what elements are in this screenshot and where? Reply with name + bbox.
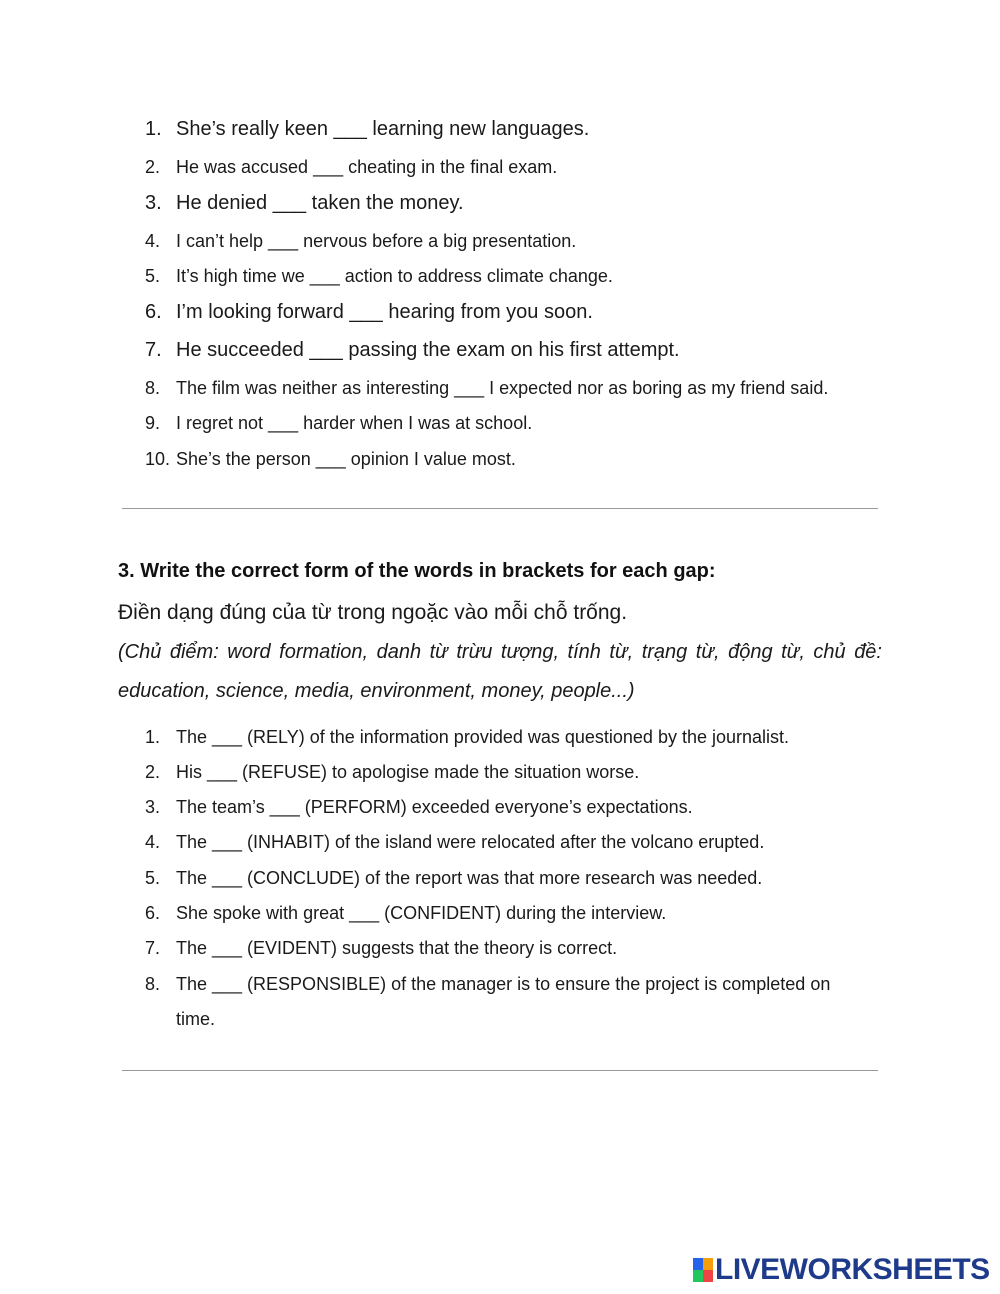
item-number: 3. [145,797,161,817]
logo-mark-icon [693,1258,713,1282]
item-number: 7. [145,339,162,361]
logo-square [703,1258,713,1270]
item-number: 7. [145,938,161,958]
item-number: 6. [145,903,161,923]
item-number: 3. [145,192,162,214]
section-subtitle: Điền dạng đúng của từ trong ngoặc vào mỗi chỗ trống. [118,601,628,624]
section-divider [122,1070,878,1071]
item-number: 4. [145,832,161,852]
section-heading: 3. Write the correct form of the words in brackets for each gap: [118,560,716,582]
item-number: 5. [145,868,161,888]
item-text: His ___ (REFUSE) to apologise made the situation worse. [176,762,640,782]
item-text: I regret not ___ harder when I was at school. [176,413,533,433]
item-text: The ___ (CONCLUDE) of the report was that more research was needed. [176,868,763,888]
item-number: 2. [145,762,161,782]
item-number: 5. [145,266,161,286]
item-number: 8. [145,974,161,994]
item-text: I can’t help ___ nervous before a big presentation. [176,231,577,251]
section-divider [122,508,878,509]
logo-square [703,1270,713,1282]
item-text: He denied ___ taken the money. [176,192,464,214]
item-text: The team’s ___ (PERFORM) exceeded everyone’s expectations. [176,797,693,817]
item-text: She spoke with great ___ (CONFIDENT) during the interview. [176,903,667,923]
item-text: He was accused ___ cheating in the final exam. [176,157,558,177]
logo-square [693,1258,703,1270]
item-text: The ___ (INHABIT) of the island were relocated after the volcano erupted. [176,832,765,852]
logo-square [693,1270,703,1282]
item-text: It’s high time we ___ action to address climate change. [176,266,613,286]
section-note-line-2: education, science, media, environment, money, people...) [118,680,635,702]
item-text: The ___ (RESPONSIBLE) of the manager is to ensure the project is completed on [176,974,831,994]
item-text: The film was neither as interesting ___ I expected nor as boring as my friend said. [176,378,829,398]
item-text: The ___ (RELY) of the information provided was questioned by the journalist. [176,727,790,747]
item-text: She’s really keen ___ learning new languages. [176,118,590,140]
item-number: 9. [145,413,161,433]
item-number: 4. [145,231,161,251]
logo-text: LIVEWORKSHEETS [715,1253,990,1286]
item-text: He succeeded ___ passing the exam on his first attempt. [176,339,680,361]
section-note-line-1: (Chủ điểm: word formation, danh từ trừu tượng, tính từ, trạng từ, động từ, chủ đề: [118,641,882,663]
item-number: 10. [145,449,171,469]
item-number: 1. [145,727,161,747]
item-number: 8. [145,378,161,398]
item-number: 6. [145,301,162,323]
item-text-continued: time. [176,1009,216,1029]
item-number: 2. [145,157,161,177]
item-text: The ___ (EVIDENT) suggests that the theory is correct. [176,938,618,958]
item-number: 1. [145,118,162,140]
item-text: I’m looking forward ___ hearing from you soon. [176,301,593,323]
item-text: She’s the person ___ opinion I value most. [176,449,516,469]
liveworksheets-logo [693,1253,990,1287]
